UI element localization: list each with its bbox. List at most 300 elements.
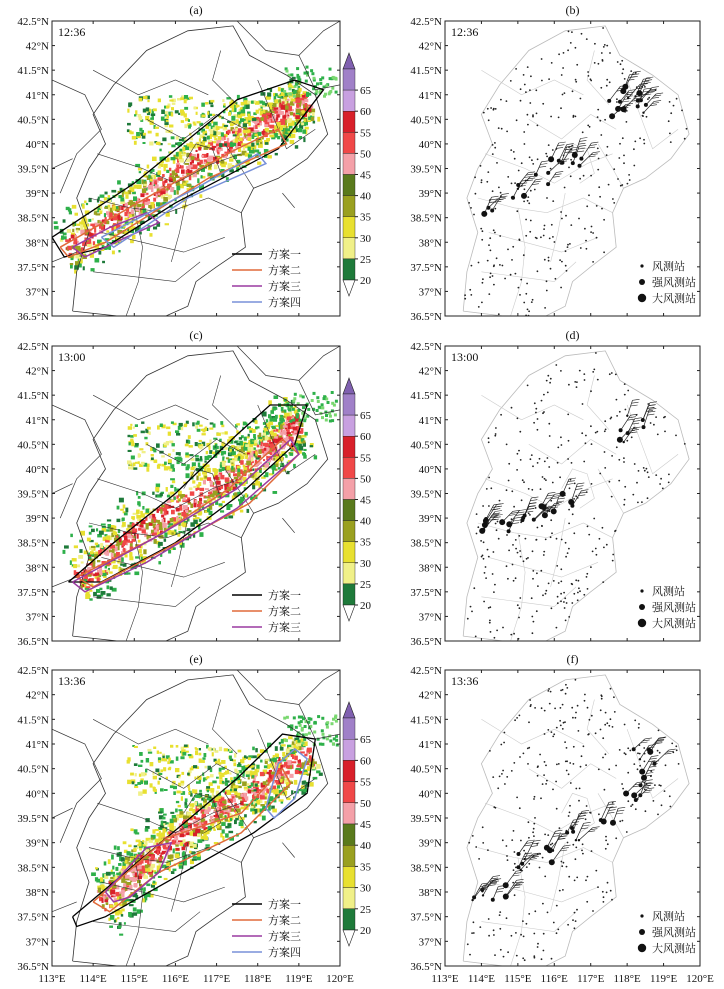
- echo-pixel: [301, 123, 304, 126]
- echo-pixel: [162, 828, 166, 832]
- echo-pixel: [168, 459, 172, 463]
- station-dot: [670, 141, 672, 143]
- station-dot: [518, 450, 520, 452]
- station-dot: [498, 127, 500, 129]
- echo-pixel: [172, 449, 174, 452]
- neighbor-boundary: [52, 159, 73, 169]
- station-dot: [602, 581, 604, 583]
- echo-pixel: [115, 867, 118, 871]
- echo-pixel: [276, 117, 278, 120]
- colorbar-tick-label: 35: [360, 211, 371, 224]
- panel-e: [17, 652, 354, 985]
- station-dot: [606, 85, 608, 87]
- echo-pixel: [92, 218, 94, 220]
- echo-pixel: [105, 566, 107, 569]
- station-dot: [619, 411, 621, 413]
- echo-pixel: [152, 533, 157, 536]
- echo-pixel: [106, 902, 109, 905]
- station-dot: [614, 530, 616, 532]
- station-dot: [573, 498, 575, 500]
- echo-pixel: [228, 515, 233, 518]
- echo-pixel: [205, 131, 207, 134]
- colorbar-tick-label: 55: [360, 127, 371, 140]
- wind-barb-flag: [516, 514, 523, 515]
- echo-pixel: [241, 826, 244, 828]
- station-dot: [561, 218, 563, 220]
- echo-pixel: [292, 741, 295, 745]
- wind-barb-flag: [539, 166, 546, 167]
- echo-pixel: [319, 82, 322, 85]
- station-dot: [556, 538, 558, 540]
- echo-pixel: [54, 226, 59, 230]
- station-dot: [623, 504, 625, 506]
- station-dot: [521, 162, 523, 164]
- lat-tick-label: 37.5°N: [410, 586, 442, 599]
- station-dot: [517, 417, 519, 419]
- station-dot: [494, 435, 496, 437]
- station-dot: [511, 407, 513, 409]
- echo-pixel: [169, 100, 173, 102]
- echo-pixel: [156, 520, 161, 523]
- echo-pixel: [119, 934, 123, 936]
- echo-pixel: [70, 534, 73, 537]
- echo-pixel: [157, 509, 159, 513]
- echo-pixel: [140, 554, 143, 557]
- echo-pixel: [118, 925, 121, 928]
- station-dot: [603, 46, 605, 48]
- station-dot: [684, 443, 686, 445]
- station-dot: [604, 467, 606, 469]
- station-dot: [606, 45, 608, 47]
- echo-pixel: [139, 448, 143, 450]
- echo-pixel: [169, 95, 172, 98]
- lat-tick-label: 38°N: [418, 562, 442, 575]
- echo-pixel: [169, 125, 173, 128]
- station-marker: [607, 99, 611, 103]
- echo-pixel: [188, 125, 191, 128]
- echo-pixel: [252, 429, 256, 433]
- echo-pixel: [284, 413, 289, 417]
- echo-pixel: [93, 241, 95, 245]
- echo-pixel: [137, 519, 139, 521]
- echo-pixel: [159, 149, 161, 152]
- wind-barb-flag: [526, 511, 533, 512]
- echo-pixel: [175, 809, 178, 813]
- station-dot: [586, 205, 588, 207]
- station-dot: [544, 461, 546, 463]
- echo-pixel: [166, 487, 168, 492]
- colorbar-segment: [343, 111, 355, 132]
- echo-pixel: [165, 223, 169, 225]
- station-marker: [546, 171, 550, 175]
- station-dot: [529, 89, 531, 91]
- station-dot: [547, 392, 549, 394]
- echo-pixel: [144, 875, 147, 879]
- station-dot: [629, 179, 631, 181]
- station-dot: [574, 381, 576, 383]
- echo-pixel: [164, 511, 166, 515]
- wind-barb-flag: [579, 140, 586, 141]
- echo-pixel: [154, 460, 158, 464]
- echo-pixel: [114, 846, 117, 850]
- echo-pixel: [178, 526, 181, 530]
- echo-pixel: [121, 557, 124, 562]
- station-dot: [502, 265, 504, 267]
- echo-pixel: [170, 518, 174, 522]
- station-dot: [582, 131, 584, 133]
- echo-pixel: [207, 477, 211, 481]
- station-dot: [484, 572, 486, 574]
- station-dot: [544, 259, 546, 261]
- echo-pixel: [190, 522, 195, 527]
- echo-pixel: [275, 425, 279, 427]
- station-dot: [626, 121, 628, 123]
- echo-pixel: [268, 414, 271, 418]
- echo-pixel: [89, 598, 92, 600]
- station-dot: [662, 488, 664, 490]
- station-marker: [568, 499, 574, 505]
- echo-pixel: [248, 122, 251, 126]
- station-dot: [469, 289, 471, 291]
- lat-tick-label: 41°N: [25, 89, 49, 102]
- echo-pixel: [162, 174, 165, 177]
- lat-tick-label: 38.5°N: [410, 537, 442, 550]
- echo-pixel: [124, 922, 126, 925]
- echo-pixel: [314, 455, 317, 459]
- echo-pixel: [269, 125, 274, 129]
- echo-pixel: [192, 422, 195, 426]
- echo-pixel: [158, 170, 162, 174]
- station-dot: [642, 115, 644, 117]
- station-dot: [623, 155, 625, 157]
- echo-pixel: [142, 179, 144, 184]
- echo-pixel: [148, 523, 152, 526]
- station-dot: [546, 380, 548, 382]
- colorbar-segment: [343, 196, 355, 217]
- echo-pixel: [102, 261, 105, 263]
- echo-pixel: [160, 493, 163, 496]
- echo-pixel: [268, 155, 272, 158]
- echo-pixel: [130, 828, 133, 831]
- station-dot: [598, 158, 600, 160]
- station-dot: [563, 52, 565, 54]
- station-dot: [548, 144, 550, 146]
- station-dot: [543, 554, 545, 556]
- echo-pixel: [294, 780, 298, 785]
- lat-tick-label: 37°N: [418, 286, 442, 299]
- echo-pixel: [172, 443, 175, 446]
- station-dot: [546, 290, 548, 292]
- echo-pixel: [118, 529, 120, 533]
- echo-pixel: [274, 108, 278, 110]
- colorbar-top-arrow: [343, 53, 355, 69]
- echo-pixel: [304, 754, 307, 757]
- echo-pixel: [193, 844, 197, 848]
- echo-pixel: [198, 482, 201, 486]
- lat-tick-label: 41.5°N: [410, 390, 442, 403]
- station-dot: [531, 489, 533, 491]
- station-dot: [570, 175, 572, 177]
- echo-pixel: [198, 473, 201, 477]
- echo-pixel: [213, 829, 216, 831]
- echo-pixel: [185, 147, 189, 151]
- station-dot: [546, 197, 548, 199]
- echo-pixel: [156, 142, 160, 145]
- echo-pixel: [335, 400, 338, 403]
- station-marker: [626, 431, 630, 435]
- echo-pixel: [212, 452, 215, 455]
- echo-pixel: [201, 115, 205, 118]
- echo-pixel: [295, 115, 300, 119]
- echo-pixel: [176, 452, 179, 455]
- echo-pixel: [272, 469, 274, 474]
- station-dot: [481, 302, 483, 304]
- echo-pixel: [288, 434, 292, 436]
- colorbar-segment: [343, 415, 355, 436]
- echo-pixel: [252, 485, 255, 490]
- station-dot: [572, 90, 574, 92]
- echo-pixel: [259, 441, 261, 445]
- station-dot: [530, 75, 532, 77]
- echo-pixel: [310, 445, 313, 447]
- station-dot: [571, 583, 573, 585]
- echo-pixel: [302, 747, 304, 750]
- station-dot: [616, 415, 618, 417]
- echo-pixel: [120, 563, 123, 565]
- station-dot: [583, 373, 585, 375]
- echo-pixel: [139, 98, 143, 102]
- echo-pixel: [253, 434, 256, 438]
- echo-pixel: [210, 481, 213, 486]
- echo-pixel: [271, 426, 275, 428]
- echo-pixel: [221, 132, 224, 136]
- station-dot: [624, 78, 626, 80]
- echo-pixel: [149, 861, 151, 864]
- station-dot: [537, 270, 539, 272]
- echo-pixel: [149, 515, 153, 519]
- station-dot: [550, 500, 552, 502]
- station-dot: [569, 243, 571, 245]
- echo-pixel: [124, 536, 128, 541]
- station-dot: [659, 483, 661, 485]
- echo-pixel: [255, 134, 258, 137]
- station-dot: [633, 148, 635, 150]
- echo-pixel: [176, 190, 178, 194]
- legend-label: 方案一: [268, 248, 301, 261]
- echo-pixel: [260, 760, 262, 763]
- station-dot: [519, 607, 521, 609]
- station-dot: [537, 418, 539, 420]
- echo-pixel: [176, 508, 180, 512]
- station-dot: [562, 67, 564, 69]
- station-dot: [587, 526, 589, 528]
- lat-tick-label: 40°N: [418, 463, 442, 476]
- wind-barb-flag: [634, 71, 641, 72]
- station-dot: [550, 536, 552, 538]
- echo-pixel: [163, 823, 165, 825]
- station-dot: [663, 417, 665, 419]
- echo-pixel: [151, 454, 154, 457]
- echo-pixel: [315, 90, 318, 93]
- echo-pixel: [101, 591, 106, 595]
- echo-pixel: [265, 142, 269, 145]
- lat-tick-label: 42.5°N: [410, 341, 442, 353]
- echo-pixel: [169, 441, 173, 444]
- station-dot: [501, 128, 503, 130]
- echo-pixel: [176, 433, 180, 436]
- station-dot: [487, 171, 489, 173]
- station-dot: [515, 539, 517, 541]
- echo-pixel: [107, 519, 111, 521]
- echo-pixel: [247, 101, 251, 104]
- station-dot: [512, 564, 514, 566]
- echo-pixel: [63, 550, 66, 554]
- station-dot: [510, 634, 512, 636]
- echo-pixel: [325, 419, 328, 422]
- station-dot: [523, 481, 525, 483]
- station-marker: [571, 161, 575, 165]
- station-dot: [577, 599, 579, 601]
- station-dot: [586, 573, 588, 575]
- echo-pixel: [292, 419, 295, 422]
- echo-pixel: [197, 504, 201, 507]
- echo-pixel: [187, 464, 190, 468]
- lat-tick-label: 36.5°N: [17, 311, 49, 323]
- station-dot: [560, 370, 562, 372]
- station-dot: [548, 583, 550, 585]
- echo-pixel: [164, 167, 166, 172]
- station-dot: [545, 479, 547, 481]
- colorbar-tick-label: 50: [360, 148, 371, 161]
- colorbar-tick-label: 25: [360, 578, 371, 591]
- echo-pixel: [205, 427, 207, 431]
- lat-tick-label: 42.5°N: [17, 16, 49, 28]
- city-boundary: [213, 376, 238, 430]
- echo-pixel: [192, 859, 197, 861]
- echo-pixel: [185, 444, 189, 447]
- wind-barb-flag: [647, 414, 654, 415]
- echo-pixel: [134, 845, 138, 847]
- station-dot: [546, 280, 548, 282]
- echo-pixel: [221, 432, 224, 434]
- station-dot: [527, 385, 529, 387]
- station-dot: [464, 298, 466, 300]
- station-dot: [557, 596, 559, 598]
- station-marker: [542, 512, 548, 518]
- echo-pixel: [170, 187, 174, 192]
- echo-pixel: [171, 145, 175, 148]
- city-boundary: [529, 439, 616, 464]
- echo-pixel: [222, 501, 225, 503]
- echo-pixel: [190, 825, 192, 829]
- wind-barb-flag: [580, 138, 587, 139]
- station-dot: [547, 457, 549, 459]
- station-dot: [568, 548, 570, 550]
- station-dot: [492, 275, 494, 277]
- wind-barb-flag: [627, 79, 634, 80]
- station-dot: [637, 502, 639, 504]
- colorbar-segment: [343, 90, 355, 111]
- echo-pixel: [239, 822, 244, 826]
- station-dot: [558, 117, 560, 119]
- lat-tick-label: 41.5°N: [17, 390, 49, 403]
- station-dot: [486, 181, 488, 183]
- station-dot: [604, 44, 606, 46]
- station-dot: [496, 257, 498, 259]
- colorbar-segment: [343, 478, 355, 499]
- station-dot: [555, 364, 557, 366]
- echo-pixel: [115, 875, 117, 879]
- wind-barb-flag: [562, 159, 569, 160]
- station-dot: [623, 162, 625, 164]
- station-dot: [616, 101, 618, 103]
- echo-pixel: [139, 848, 142, 851]
- echo-pixel: [305, 80, 308, 83]
- echo-pixel: [220, 510, 224, 512]
- echo-pixel: [146, 107, 150, 111]
- city-boundary: [587, 51, 609, 105]
- echo-pixel: [205, 488, 209, 490]
- echo-pixel: [146, 467, 149, 472]
- echo-pixel: [204, 836, 208, 840]
- echo-pixel: [98, 888, 101, 893]
- echo-pixel: [199, 194, 202, 198]
- station-dot: [622, 73, 624, 75]
- echo-pixel: [149, 142, 153, 146]
- station-dot: [513, 151, 515, 153]
- station-dot: [544, 478, 546, 480]
- echo-pixel: [157, 465, 160, 469]
- station-dot: [647, 98, 649, 100]
- echo-pixel: [148, 131, 152, 134]
- echo-pixel: [273, 786, 277, 790]
- echo-pixel: [105, 192, 108, 195]
- wind-barbs: [479, 399, 657, 534]
- wind-barb-flag: [652, 87, 659, 88]
- echo-pixel: [284, 762, 287, 765]
- echo-pixel: [311, 399, 314, 402]
- lat-tick-label: 38°N: [418, 237, 442, 250]
- station-dot: [529, 156, 531, 158]
- station-dot: [543, 394, 545, 396]
- station-dot: [563, 601, 565, 603]
- station-dot: [528, 488, 530, 490]
- echo-pixel: [125, 195, 128, 199]
- station-dot: [547, 375, 549, 377]
- station-dot: [582, 403, 584, 405]
- wind-barb-flag: [654, 100, 661, 101]
- wind-barb-flag: [576, 486, 583, 487]
- station-dot: [622, 137, 624, 139]
- echo-pixel: [333, 404, 336, 407]
- station-marker: [627, 97, 629, 99]
- station-dot: [529, 514, 531, 516]
- echo-pixel: [223, 103, 225, 106]
- station-dot: [581, 432, 583, 434]
- station-dot: [527, 196, 529, 198]
- wind-barb-flag: [631, 405, 638, 406]
- echo-pixel: [162, 138, 166, 142]
- echo-pixel: [255, 420, 258, 424]
- station-dot: [483, 601, 485, 603]
- station-dot: [516, 469, 518, 471]
- station-marker: [511, 196, 515, 200]
- echo-pixel: [182, 175, 184, 177]
- station-marker: [534, 173, 538, 177]
- echo-pixel: [181, 120, 184, 123]
- station-dot: [525, 235, 527, 237]
- echo-pixel: [141, 431, 145, 434]
